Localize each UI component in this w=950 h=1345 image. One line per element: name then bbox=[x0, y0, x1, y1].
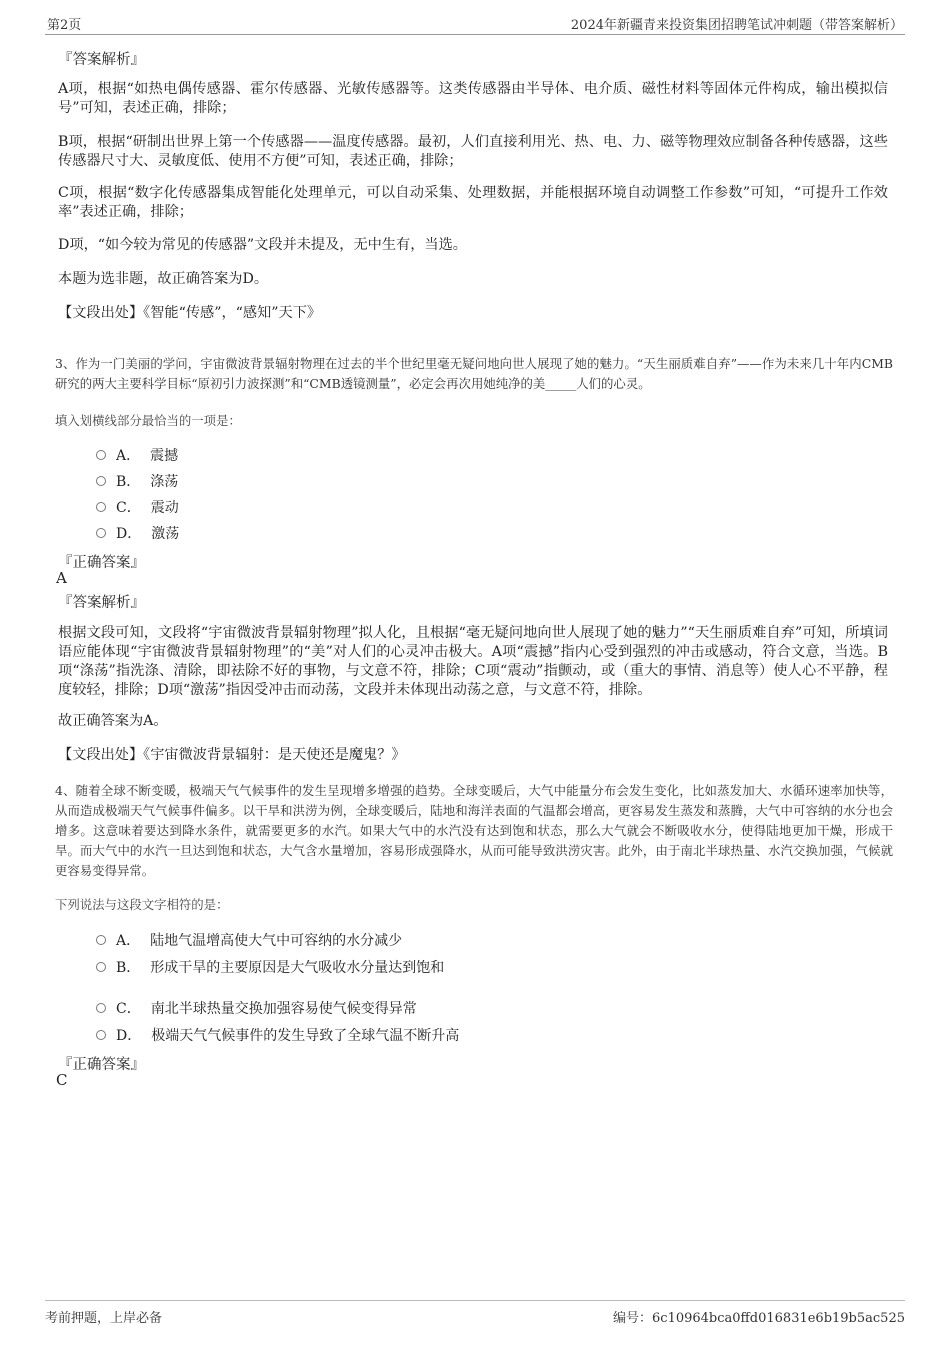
analysis-label: 『答案解析』 bbox=[58, 52, 145, 68]
correct-answer: A bbox=[56, 569, 67, 587]
question-4-option-b[interactable]: B． 形成干旱的主要原因是大气吸收水分量达到饱和 bbox=[96, 957, 444, 977]
question-3-option-a[interactable]: A． 震撼 bbox=[96, 445, 178, 465]
analysis-paragraph-c: C项，根据“数字化传感器集成智能化处理单元，可以自动采集、处理数据，并能根据环境自动调整工作参数”可知，“可提升工作效率”表述正确，排除； bbox=[58, 185, 888, 220]
question-4-option-c[interactable]: C． 南北半球热量交换加强容易使气候变得异常 bbox=[96, 998, 417, 1018]
text-source: 【文段出处】《宇宙微波背景辐射：是天使还是魔鬼？》 bbox=[58, 747, 406, 763]
radio-button[interactable] bbox=[96, 450, 106, 460]
page-footer bbox=[45, 1300, 905, 1326]
text-source: 【文段出处】《智能“传感”，“感知”天下》 bbox=[58, 305, 322, 321]
radio-button[interactable] bbox=[96, 502, 106, 512]
radio-button[interactable] bbox=[96, 1030, 106, 1040]
radio-button[interactable] bbox=[96, 1003, 106, 1013]
analysis-label: 『答案解析』 bbox=[58, 595, 145, 611]
question-3-stem: 3、作为一门美丽的学问，宇宙微波背景辐射物理在过去的半个世纪里毫无疑问地向世人展现了她的魅力。“天生丽质难自弃”——作为未来几十年内CMB研究的两大主要科学目标“原初引力波探测”和“CMB透镜测量”，必定会再次用她纯净的美_____人们的心灵。 bbox=[55, 356, 893, 391]
page-number: 第2页 bbox=[47, 18, 82, 33]
question-3-analysis: 根据文段可知，文段将“宇宙微波背景辐射物理”拟人化，且根据“毫无疑问地向世人展现了她的魅力”“天生丽质难自弃”可知，所填词语应能体现“宇宙微波背景辐射物理”的“美”对人们的心灵冲击极大。A项“震撼”指内心受到强烈的冲击或感动，符合文意，当选。B项“涤荡”指洗涤、清除，即祛除不好的事物，与文意不符，排除；C项“震动”指颤动，或（重大的事情、消息等）使人心不平静，程度较轻，排除；D项“激荡”指因受冲击而动荡，文段并未体现出动荡之意，与文意不符，排除。 bbox=[58, 625, 888, 698]
document-title: 2024年新疆青来投资集团招聘笔试冲刺题（带答案解析） bbox=[570, 18, 903, 33]
analysis-paragraph-a: A项，根据“如热电偶传感器、霍尔传感器、光敏传感器等。这类传感器由半导体、电介质、磁性材料等固体元件构成，输出模拟信号”可知，表述正确，排除； bbox=[58, 81, 888, 116]
correct-answer: C bbox=[56, 1071, 68, 1089]
analysis-paragraph-d: D项，“如今较为常见的传感器”文段并未提及，无中生有，当选。 bbox=[58, 237, 467, 253]
footer-slogan: 考前押题，上岸必备 bbox=[45, 1311, 163, 1326]
document-serial: 编号：6c10964bca0ffd016831e6b19b5ac525 bbox=[613, 1311, 905, 1326]
question-4-option-a[interactable]: A． 陆地气温增高使大气中可容纳的水分减少 bbox=[96, 930, 402, 950]
question-3-prompt: 填入划横线部分最恰当的一项是： bbox=[55, 413, 241, 428]
question-3-option-c[interactable]: C． 震动 bbox=[96, 497, 179, 517]
question-4-option-d[interactable]: D． 极端天气气候事件的发生导致了全球气温不断升高 bbox=[96, 1025, 459, 1045]
page-header bbox=[45, 14, 905, 35]
radio-button[interactable] bbox=[96, 528, 106, 538]
radio-button[interactable] bbox=[96, 476, 106, 486]
analysis-paragraph-b: B项，根据“研制出世界上第一个传感器——温度传感器。最初，人们直接利用光、热、电、力、磁等物理效应制备各种传感器，这些传感器尺寸大、灵敏度低、使用不方便”可知，表述正确，排除； bbox=[58, 134, 888, 169]
radio-button[interactable] bbox=[96, 935, 106, 945]
analysis-conclusion: 故正确答案为A。 bbox=[58, 713, 168, 729]
radio-button[interactable] bbox=[96, 962, 106, 972]
correct-answer-label: 『正确答案』 bbox=[58, 1057, 145, 1073]
question-4-stem: 4、随着全球不断变暖，极端天气气候事件的发生呈现增多增强的趋势。全球变暖后，大气中能量分布会发生变化，比如蒸发加大、水循环速率加快等，从而造成极端天气气候事件偏多。以干旱和洪涝为例，全球变暖后，陆地和海洋表面的气温都会增高，更容易发生蒸发和蒸腾，大气中可容纳的水分也会增多。这意味着要达到降水条件，就需要更多的水汽。如果大气中的水汽没有达到饱和状态，那么大气就会不断吸收水分，使得陆地更加干燥，形成干旱。而大气中的水汽一旦达到饱和状态，大气含水量增加，容易形成强降水，从而可能导致洪涝灾害。此外，由于南北半球热量、水汽交换加强，气候就更容易变得异常。 bbox=[55, 783, 893, 878]
analysis-conclusion: 本题为选非题，故正确答案为D。 bbox=[58, 271, 269, 287]
question-4-prompt: 下列说法与这段文字相符的是： bbox=[55, 897, 229, 912]
question-3-option-b[interactable]: B． 涤荡 bbox=[96, 471, 178, 491]
question-3-option-d[interactable]: D． 激荡 bbox=[96, 523, 179, 543]
correct-answer-label: 『正确答案』 bbox=[58, 555, 145, 571]
